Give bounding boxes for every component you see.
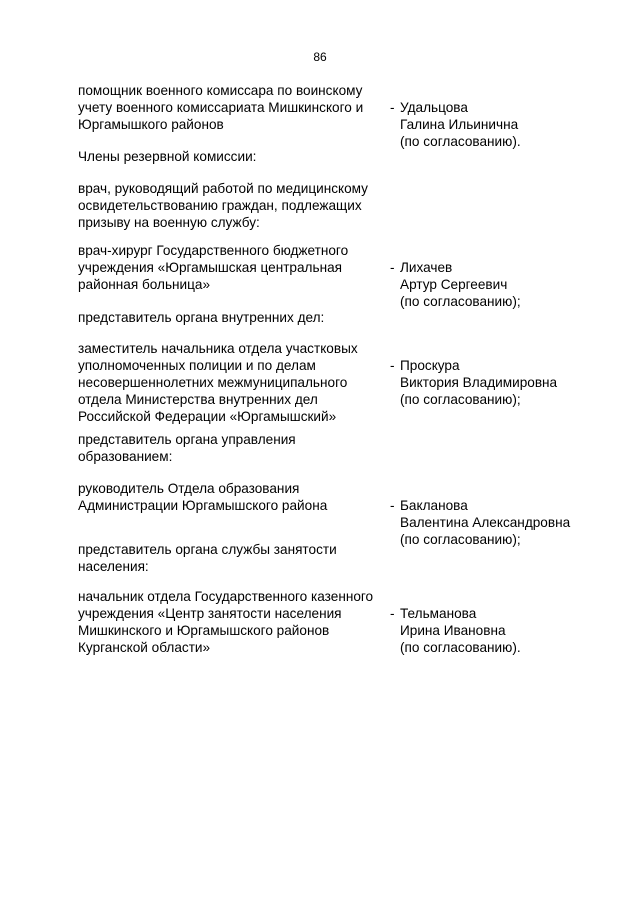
section-heading: врач, руководящий работой по медицинскому освидетельствованию граждан, подлежащих призыву на военную службу: xyxy=(78,181,368,230)
section-heading: представитель органа внутренних дел: xyxy=(78,310,325,325)
member-given-names: Валентина Александровна (по согласованию); xyxy=(400,515,571,547)
member-name xyxy=(390,480,595,565)
dash: - xyxy=(390,498,395,513)
dash: - xyxy=(390,100,395,115)
member-name xyxy=(390,242,595,327)
member-name xyxy=(390,588,595,673)
member-surname: Лихачев xyxy=(400,260,453,275)
page-number: 86 xyxy=(313,50,327,64)
member-surname: Тельманова xyxy=(400,606,477,621)
member-position: врач-хирург Государственного бюджетного учреждения «Юргамышская центральная районная больница» xyxy=(78,243,349,292)
section-heading: представитель органа управления образованием: xyxy=(78,432,296,464)
member-position: руководитель Отдела образования Администрации Юргамышского района xyxy=(78,481,328,513)
member-surname: Проскура xyxy=(400,358,460,373)
dash: - xyxy=(390,358,395,373)
member-surname: Удальцова xyxy=(400,100,468,115)
member-name xyxy=(390,340,595,425)
member-surname: Бакланова xyxy=(400,498,468,513)
section-heading: представитель органа службы занятости населения: xyxy=(78,542,337,574)
member-given-names: Ирина Ивановна (по согласованию). xyxy=(400,623,521,655)
dash: - xyxy=(390,260,395,275)
member-position: заместитель начальника отдела участковых уполномоченных полиции и по делам несовершеннолетних межмуниципального отдела Министерства внутренних дел Российской Федерации «Юргамышский» xyxy=(78,341,358,424)
dash: - xyxy=(390,606,395,621)
member-position: начальник отдела Государственного казенного учреждения «Центр занятости населения Мишкинского и Юргамышского районов Курганской области» xyxy=(78,589,374,655)
member-given-names: Виктория Владимировна (по согласованию); xyxy=(400,375,558,407)
member-given-names: Артур Сергеевич (по согласованию); xyxy=(400,277,521,309)
section-heading: Члены резервной комиссии: xyxy=(78,149,257,164)
member-given-names: Галина Ильинична (по согласованию). xyxy=(400,117,521,149)
member-position: помощник военного комиссара по воинскому учету военного комиссариата Мишкинского и Юргамышкого районов xyxy=(78,83,364,132)
member-name xyxy=(390,82,595,167)
